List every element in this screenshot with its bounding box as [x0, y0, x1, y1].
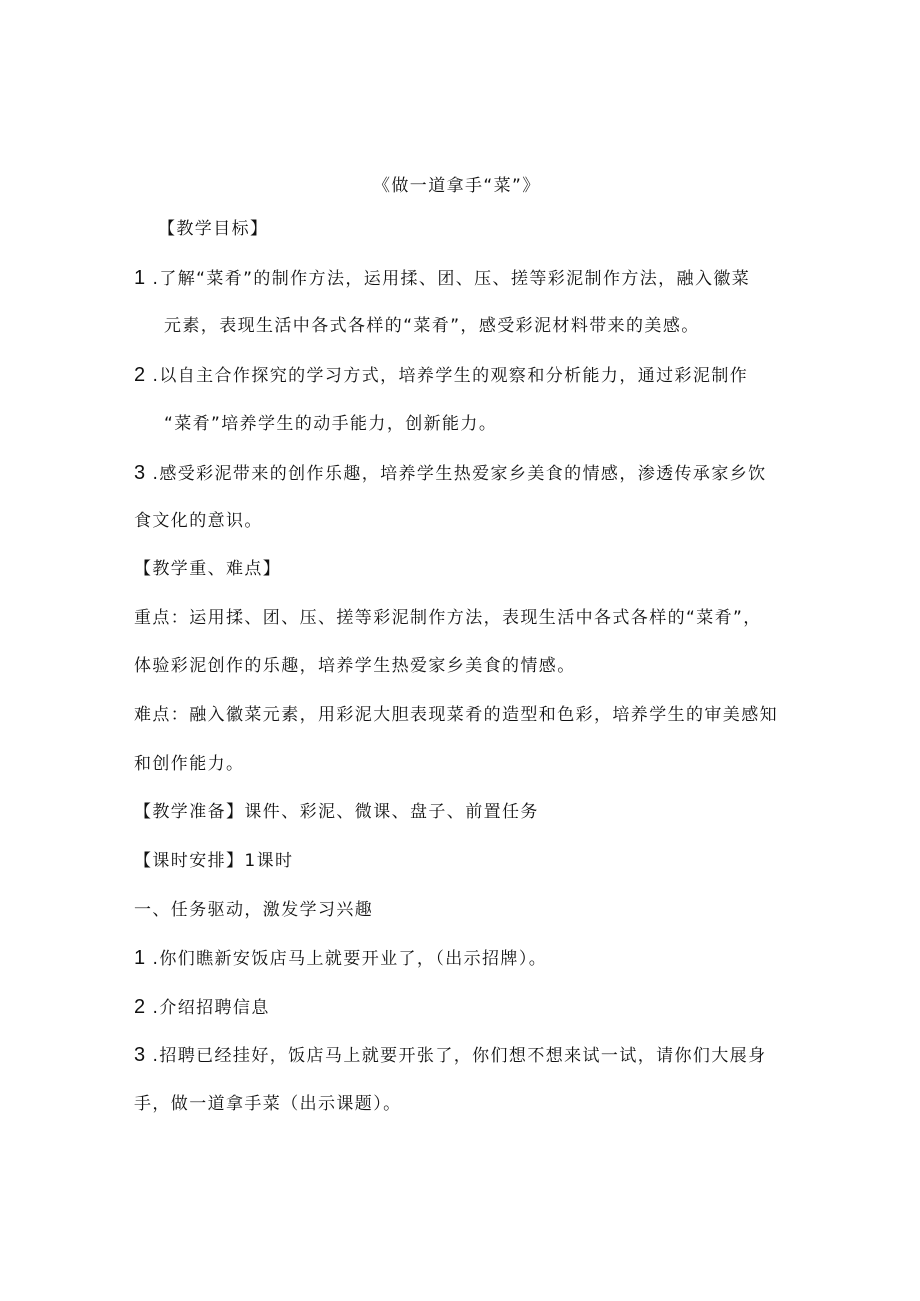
item-number: 1 — [134, 947, 147, 969]
section-1-item-1 — [134, 946, 547, 971]
item-number: 2 — [134, 996, 147, 1018]
focus-line-2: 体验彩泥创作的乐趣，培养学生热爱家乡美食的情感。 — [134, 656, 576, 676]
objective-item-3 — [134, 461, 767, 486]
key-points-heading: 【教学重、难点】 — [134, 559, 282, 579]
difficulty-line-2: 和创作能力。 — [134, 754, 245, 774]
objective-text: .以自主合作探究的学习方式，培养学生的观察和分析能力，通过彩泥制作 — [152, 366, 749, 386]
section-1-item-3-continuation: 手，做一道拿手菜（出示课题）。 — [134, 1094, 402, 1114]
item-text: .招聘已经挂好，饭店马上就要开张了，你们想不想来试一试，请你们大展身 — [152, 1046, 767, 1066]
item-text: .你们瞧新安饭店马上就要开业了，（出示招牌）。 — [152, 949, 548, 969]
objective-text: .感受彩泥带来的创作乐趣，培养学生热爱家乡美食的情感，渗透传承家乡饮 — [152, 464, 767, 484]
objective-item-1-continuation: 元素，表现生活中各式各样的“菜肴”，感受彩泥材料带来的美感。 — [164, 316, 700, 336]
objective-number: 1 — [134, 267, 147, 289]
focus-line-1: 重点：运用揉、团、压、搓等彩泥制作方法，表现生活中各式各样的“菜肴”， — [134, 608, 762, 628]
schedule-line — [134, 849, 293, 873]
objective-number: 2 — [134, 364, 147, 386]
item-number: 3 — [134, 1044, 147, 1066]
objective-item-3-continuation: 食文化的意识。 — [134, 511, 263, 531]
objective-item-2 — [134, 363, 748, 388]
item-text: .介绍招聘信息 — [152, 998, 270, 1018]
objective-item-2-continuation: “菜肴”培养学生的动手能力，创新能力。 — [164, 414, 498, 434]
document-title: 《做一道拿手“菜”》 — [373, 176, 541, 196]
objectives-heading: 【教学目标】 — [158, 219, 269, 239]
section-1-item-3 — [134, 1043, 767, 1068]
preparation-line — [134, 800, 539, 824]
section-1-item-2 — [134, 995, 270, 1020]
section-1-heading: 一、任务驱动，激发学习兴趣 — [134, 900, 374, 920]
schedule-label: 【课时安排】 — [134, 851, 245, 871]
objective-text: .了解“菜肴”的制作方法，运用揉、团、压、搓等彩泥制作方法，融入徽菜 — [152, 269, 751, 289]
difficulty-line-1: 难点：融入徽菜元素，用彩泥大胆表现菜肴的造型和色彩，培养学生的审美感知 — [134, 705, 778, 725]
schedule-value: 1课时 — [244, 851, 294, 871]
preparation-value: 课件、彩泥、微课、盘子、前置任务 — [244, 802, 539, 822]
preparation-label: 【教学准备】 — [134, 802, 245, 822]
objective-item-1 — [134, 266, 750, 291]
objective-number: 3 — [134, 462, 147, 484]
